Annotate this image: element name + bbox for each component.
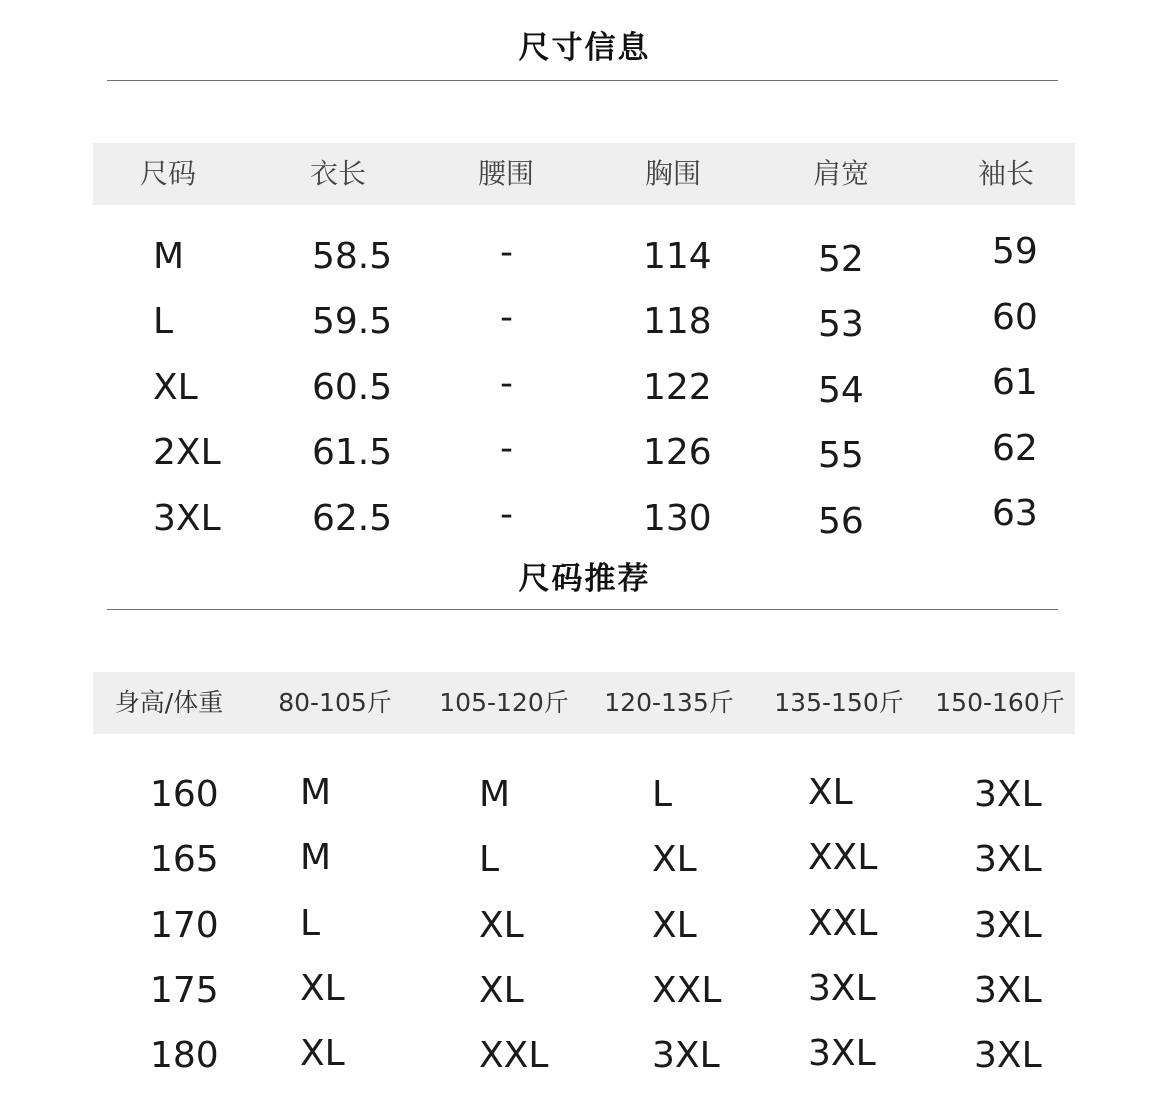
header-length: 衣长 [309,157,366,190]
size-cell: XL [479,905,524,946]
size-cell: L [300,903,321,944]
header-weight-range-5: 150-160斤 [935,688,1065,717]
length-cell: 62.5 [312,498,393,539]
size-cell: XXL [808,903,878,944]
size-cell: XL [153,367,198,408]
chest-cell: 114 [643,236,712,277]
size-cell: XXL [808,837,878,878]
chest-cell: 122 [643,367,712,408]
waist-cell: - [500,494,513,535]
size-cell: L [153,301,174,342]
size-cell: 3XL [808,968,876,1009]
size-cell: 3XL [974,970,1042,1011]
sleeve-cell: 59 [992,231,1038,272]
sleeve-cell: 62 [992,428,1038,469]
size-info-header [93,143,1075,205]
size-cell: 2XL [153,432,221,473]
waist-cell: - [500,428,513,469]
size-cell: XXL [652,970,722,1011]
size-cell: L [652,774,673,815]
waist-cell: - [500,363,513,404]
header-weight-range-3: 120-135斤 [604,688,734,717]
sleeve-cell: 63 [992,493,1038,534]
size-cell: 3XL [974,839,1042,880]
size-info-title: 尺寸信息 [518,30,651,66]
height-cell: 175 [150,970,219,1011]
height-cell: 170 [150,905,219,946]
size-recommendation-header [93,672,1075,734]
size-cell: XL [652,839,697,880]
waist-cell: - [500,297,513,338]
size-cell: M [300,837,332,878]
size-cell: 3XL [974,774,1042,815]
size-cell: XL [300,1033,345,1074]
shoulder-cell: 53 [818,304,864,345]
shoulder-cell: 52 [818,239,864,280]
shoulder-cell: 56 [818,501,864,542]
size-cell: 3XL [808,1033,876,1074]
header-weight-range-2: 105-120斤 [439,688,569,717]
size-recommendation-divider [107,609,1058,610]
size-cell: 3XL [974,905,1042,946]
header-weight-range-4: 135-150斤 [774,688,904,717]
header-shoulder: 肩宽 [812,157,869,190]
sleeve-cell: 60 [992,297,1038,338]
chest-cell: 126 [643,432,712,473]
height-cell: 180 [150,1035,219,1076]
height-cell: 165 [150,839,219,880]
size-cell: M [153,236,185,277]
size-cell: XL [652,905,697,946]
header-sleeve: 袖长 [977,157,1034,190]
waist-cell: - [500,232,513,273]
header-waist: 腰围 [477,157,534,190]
chest-cell: 118 [643,301,712,342]
length-cell: 58.5 [312,236,393,277]
header-weight-range-1: 80-105斤 [278,688,392,717]
length-cell: 60.5 [312,367,393,408]
size-cell: 3XL [153,498,221,539]
size-info-divider [107,80,1058,81]
size-cell: XL [300,968,345,1009]
header-size: 尺码 [139,157,196,190]
shoulder-cell: 54 [818,370,864,411]
size-cell: XL [479,970,524,1011]
size-cell: M [300,772,332,813]
size-cell: 3XL [974,1035,1042,1076]
header-height-weight: 身高/体重 [114,688,224,717]
header-chest: 胸围 [644,157,701,190]
size-cell: XL [808,772,853,813]
length-cell: 61.5 [312,432,393,473]
height-cell: 160 [150,774,219,815]
chest-cell: 130 [643,498,712,539]
size-cell: XXL [479,1035,549,1076]
size-cell: M [479,774,511,815]
size-cell: 3XL [652,1035,720,1076]
sleeve-cell: 61 [992,362,1038,403]
size-recommendation-title: 尺码推荐 [518,561,651,597]
shoulder-cell: 55 [818,435,864,476]
size-cell: L [479,839,500,880]
length-cell: 59.5 [312,301,393,342]
